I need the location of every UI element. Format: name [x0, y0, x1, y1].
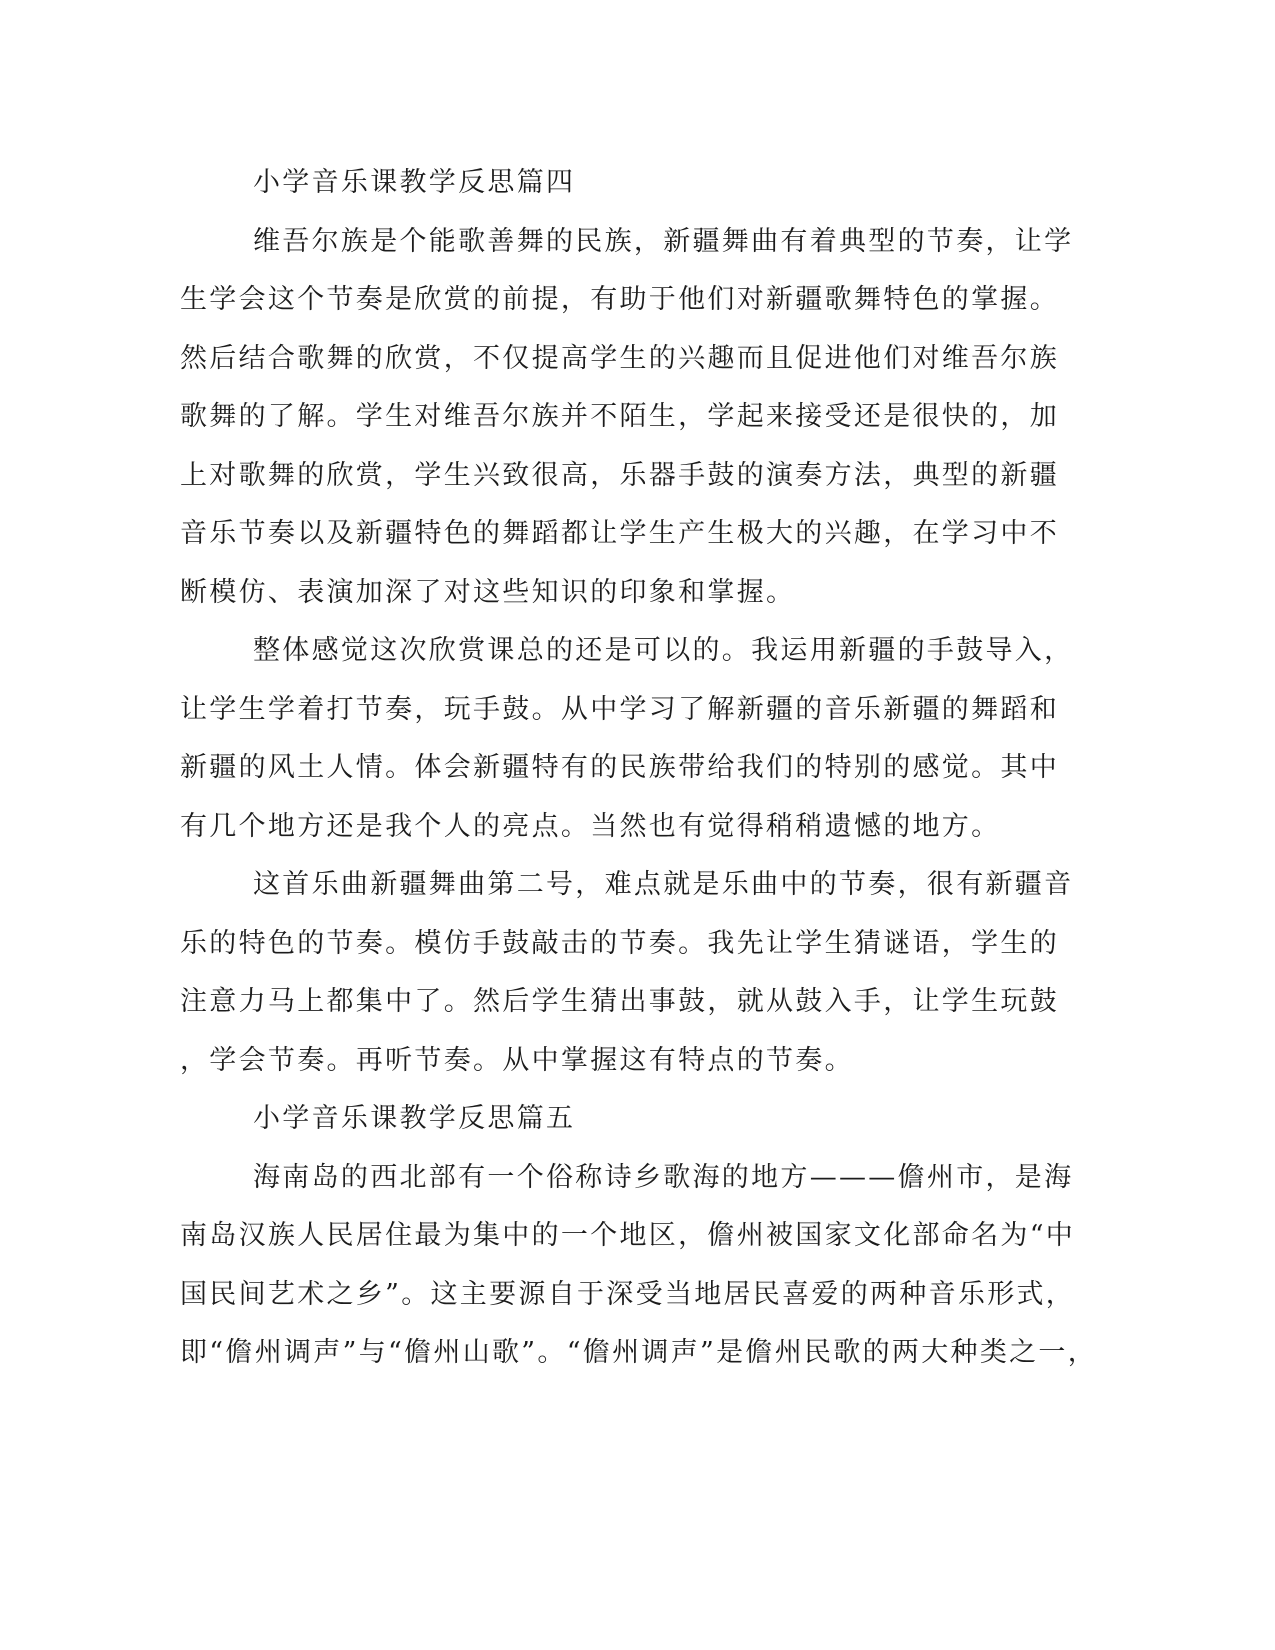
paragraph-line: 海南岛的西北部有一个俗称诗乡歌海的地方———儋州市，是海 — [253, 1161, 1074, 1193]
paragraph-line: 让学生学着打节奏，玩手鼓。从中学习了解新疆的音乐新疆的舞蹈和 — [180, 693, 1059, 725]
paragraph-line: 歌舞的了解。学生对维吾尔族并不陌生，学起来接受还是很快的，加 — [180, 401, 1059, 432]
paragraph-line: 维吾尔族是个能歌善舞的民族，新疆舞曲有着典型的节奏，让学 — [253, 225, 1074, 257]
paragraph-line: 生学会这个节奏是欣赏的前提，有助于他们对新疆歌舞特色的掌握。 — [180, 284, 1059, 315]
paragraph-line: 乐的特色的节奏。模仿手鼓敲击的节奏。我先让学生猜谜语，学生的 — [180, 927, 1059, 959]
paragraph-line: 整体感觉这次欣赏课总的还是可以的。我运用新疆的手鼓导入， — [253, 635, 1074, 666]
paragraph-line: 这首乐曲新疆舞曲第二号，难点就是乐曲中的节奏，很有新疆音 — [253, 869, 1074, 900]
paragraph-line: ，学会节奏。再听节奏。从中掌握这有特点的节奏。 — [180, 1044, 854, 1076]
paragraph-line: 然后结合歌舞的欣赏，不仅提高学生的兴趣而且促进他们对维吾尔族 — [180, 342, 1059, 374]
paragraph-line: 国民间艺术之乡”。这主要源自于深受当地居民喜爱的两种音乐形式， — [180, 1278, 1076, 1310]
paragraph-line: 南岛汉族人民居住最为集中的一个地区，儋州被国家文化部命名为“中 — [180, 1220, 1076, 1251]
section-heading: 小学音乐课教学反思篇四 — [253, 167, 576, 198]
section-heading: 小学音乐课教学反思篇五 — [253, 1103, 576, 1134]
paragraph-line: 有几个地方还是我个人的亮点。当然也有觉得稍稍遗憾的地方。 — [180, 810, 1001, 842]
paragraph-line: 新疆的风土人情。体会新疆特有的民族带给我们的特别的感觉。其中 — [180, 752, 1059, 783]
paragraph-line: 断模仿、表演加深了对这些知识的印象和掌握。 — [180, 576, 796, 608]
paragraph-line: 注意力马上都集中了。然后学生猜出事鼓，就从鼓入手，让学生玩鼓 — [180, 986, 1059, 1017]
paragraph-line: 上对歌舞的欣赏，学生兴致很高，乐器手鼓的演奏方法，典型的新疆 — [180, 459, 1059, 491]
paragraph-line: 音乐节奏以及新疆特色的舞蹈都让学生产生极大的兴趣，在学习中不 — [180, 518, 1059, 549]
document-body — [180, 154, 1098, 1383]
paragraph-line: 即“儋州调声”与“儋州山歌”。“儋州调声”是儋州民歌的两大种类之一， — [180, 1337, 1098, 1368]
